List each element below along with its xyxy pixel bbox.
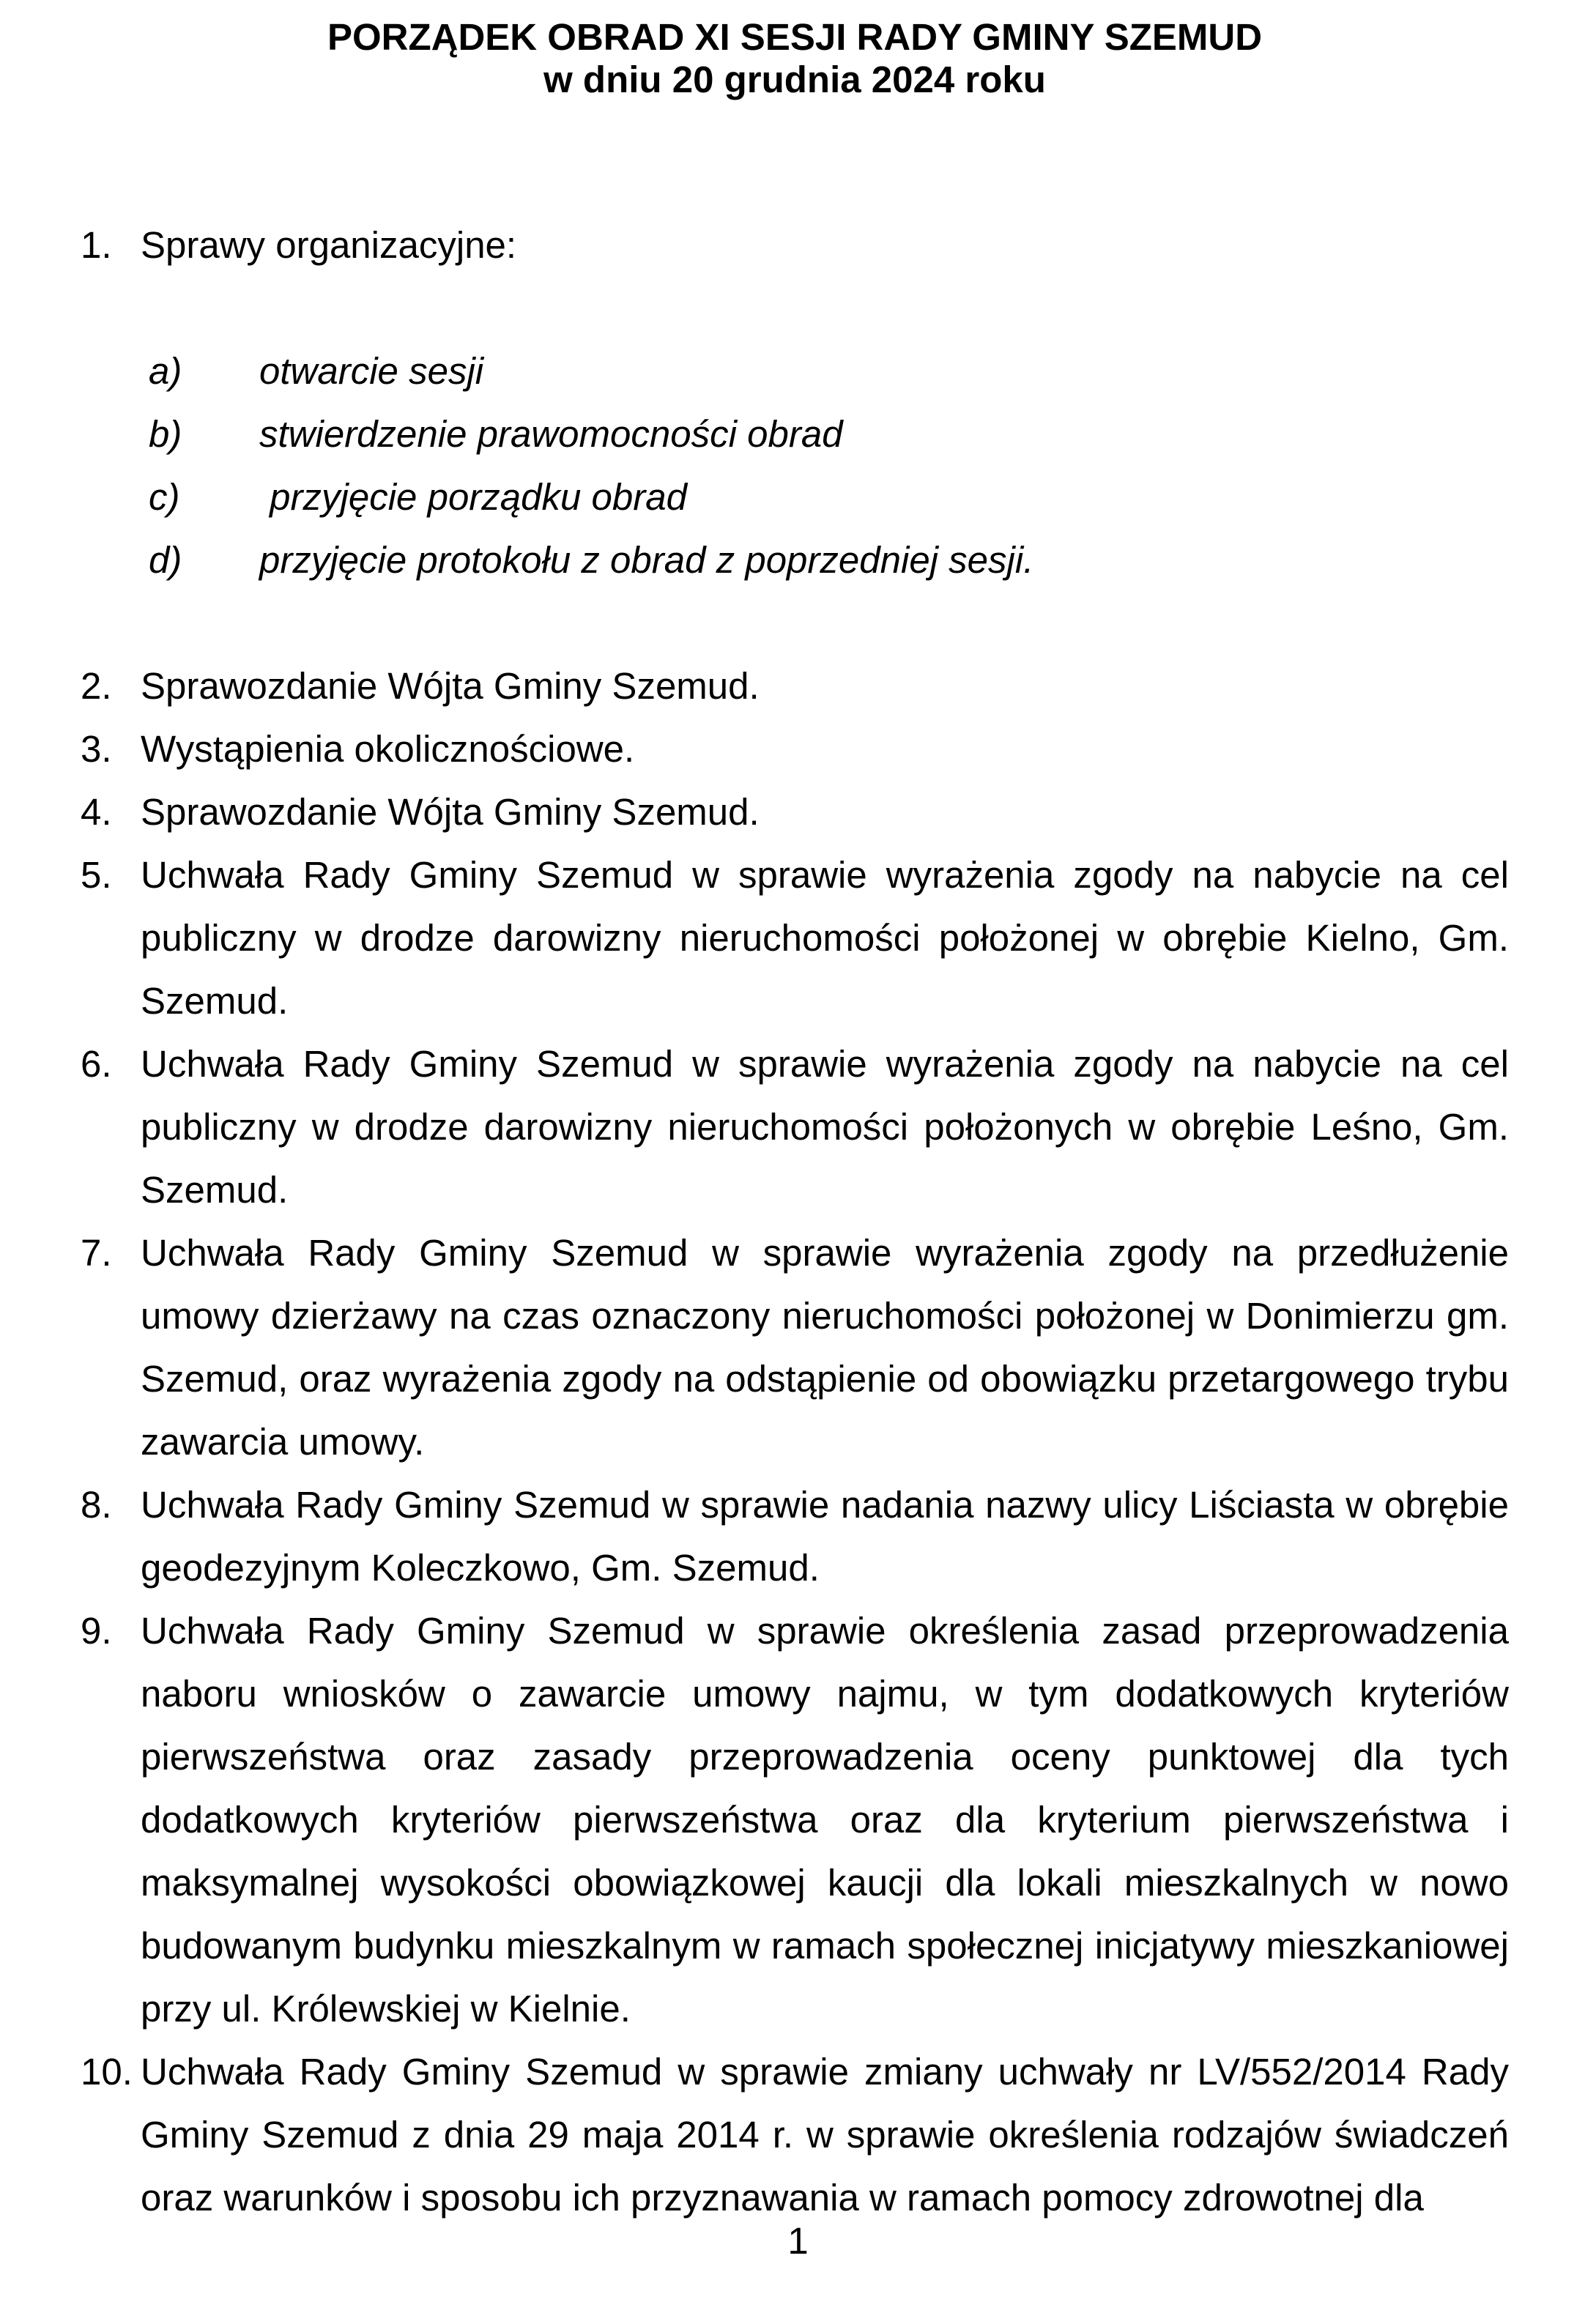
title-line-2: w dniu 20 grudnia 2024 roku xyxy=(543,59,1046,100)
agenda-item-8 xyxy=(81,1474,1509,1600)
page-number: 1 xyxy=(787,2220,809,2262)
agenda-item-10 xyxy=(81,2041,1509,2230)
item-text: Uchwała Rady Gminy Szemud w sprawie określenia zasad przeprowadzenia naboru wniosków o zawarcie umowy najmu, w tym dodatkowych kryteriów pierwszeństwa oraz zasady przeprowadzenia oceny punktowej dla tych dodatkowych kryteriów pierwszeństwa oraz dla kryterium pierwszeństwa i maksymalnej wysokości obowiązkowej kaucji dla lokali mieszkalnych w nowo budowanym budynku mieszkalnym w ramach społecznej inicjatywy mieszkaniowej przy ul. Królewskiej w Kielnie. xyxy=(141,1610,1509,2030)
subitem-letter: c) xyxy=(149,476,180,518)
item-text: Uchwała Rady Gminy Szemud w sprawie wyrażenia zgody na nabycie na cel publiczny w drodze darowizny nieruchomości położonych w obrębie Leśno, Gm. Szemud. xyxy=(141,1043,1509,1211)
item-text: Uchwała Rady Gminy Szemud w sprawie wyrażenia zgody na przedłużenie umowy dzierżawy na czas oznaczony nieruchomości położonej w Donimierzu gm. Szemud, oraz wyrażenia zgody na odstąpienie od obowiązku przetargowego trybu zawarcia umowy. xyxy=(141,1232,1509,1463)
item-number: 5. xyxy=(81,854,112,896)
item-number: 2. xyxy=(81,665,112,707)
item-number: 4. xyxy=(81,791,112,833)
item-number: 8. xyxy=(81,1484,112,1526)
item-number: 7. xyxy=(81,1232,112,1274)
item-text: Uchwała Rady Gminy Szemud w sprawie nadania nazwy ulicy Liściasta w obrębie geodezyjnym Koleczkowo, Gm. Szemud. xyxy=(141,1484,1509,1589)
subitem-text: otwarcie sesji xyxy=(259,350,484,392)
item-text: Sprawozdanie Wójta Gminy Szemud. xyxy=(141,791,760,833)
subitem-text: przyjęcie protokołu z obrad z poprzedniej sesji. xyxy=(259,539,1034,581)
item-text: Uchwała Rady Gminy Szemud w sprawie wyrażenia zgody na nabycie na cel publiczny w drodze darowizny nieruchomości położonej w obrębie Kielno, Gm. Szemud. xyxy=(141,854,1509,1022)
subitem-letter: b) xyxy=(149,413,182,455)
item-number: 9. xyxy=(81,1610,112,1652)
subitem-text: przyjęcie porządku obrad xyxy=(259,476,687,518)
agenda-subitem-b xyxy=(81,403,1509,466)
document-header xyxy=(81,16,1509,101)
agenda-item-6 xyxy=(81,1033,1509,1222)
item-number: 1. xyxy=(81,224,112,266)
item-number: 6. xyxy=(81,1043,112,1085)
blank-line xyxy=(81,592,1509,655)
subitem-text: stwierdzenie prawomocności obrad xyxy=(259,413,843,455)
item-number: 10. xyxy=(81,2051,133,2093)
subitem-letter: d) xyxy=(149,539,182,581)
agenda-item-3 xyxy=(81,718,1509,781)
blank-line xyxy=(81,277,1509,340)
item-text: Sprawozdanie Wójta Gminy Szemud. xyxy=(141,665,760,707)
document-title xyxy=(81,16,1509,101)
agenda-item-5 xyxy=(81,844,1509,1033)
agenda-item-1 xyxy=(81,214,1509,277)
agenda-item-2 xyxy=(81,655,1509,718)
item-text: Uchwała Rady Gminy Szemud w sprawie zmiany uchwały nr LV/552/2014 Rady Gminy Szemud z dnia 29 maja 2014 r. w sprawie określenia rodzajów świadczeń oraz warunków i sposobu ich przyznawania w ramach pomocy zdrowotnej dla xyxy=(141,2051,1509,2219)
item-text: Wystąpienia okolicznościowe. xyxy=(141,728,635,770)
subitem-letter: a) xyxy=(149,350,182,392)
agenda-item-7 xyxy=(81,1222,1509,1474)
item-text: Sprawy organizacyjne: xyxy=(141,224,517,266)
agenda-subitem-d xyxy=(81,529,1509,592)
item-number: 3. xyxy=(81,728,112,770)
agenda-subitem-a xyxy=(81,340,1509,403)
agenda-item-9 xyxy=(81,1600,1509,2041)
agenda-item-4 xyxy=(81,781,1509,844)
agenda-subitem-c xyxy=(81,466,1509,529)
title-line-1: PORZĄDEK OBRAD XI SESJI RADY GMINY SZEMUD xyxy=(327,16,1263,58)
agenda-list xyxy=(81,214,1509,2230)
